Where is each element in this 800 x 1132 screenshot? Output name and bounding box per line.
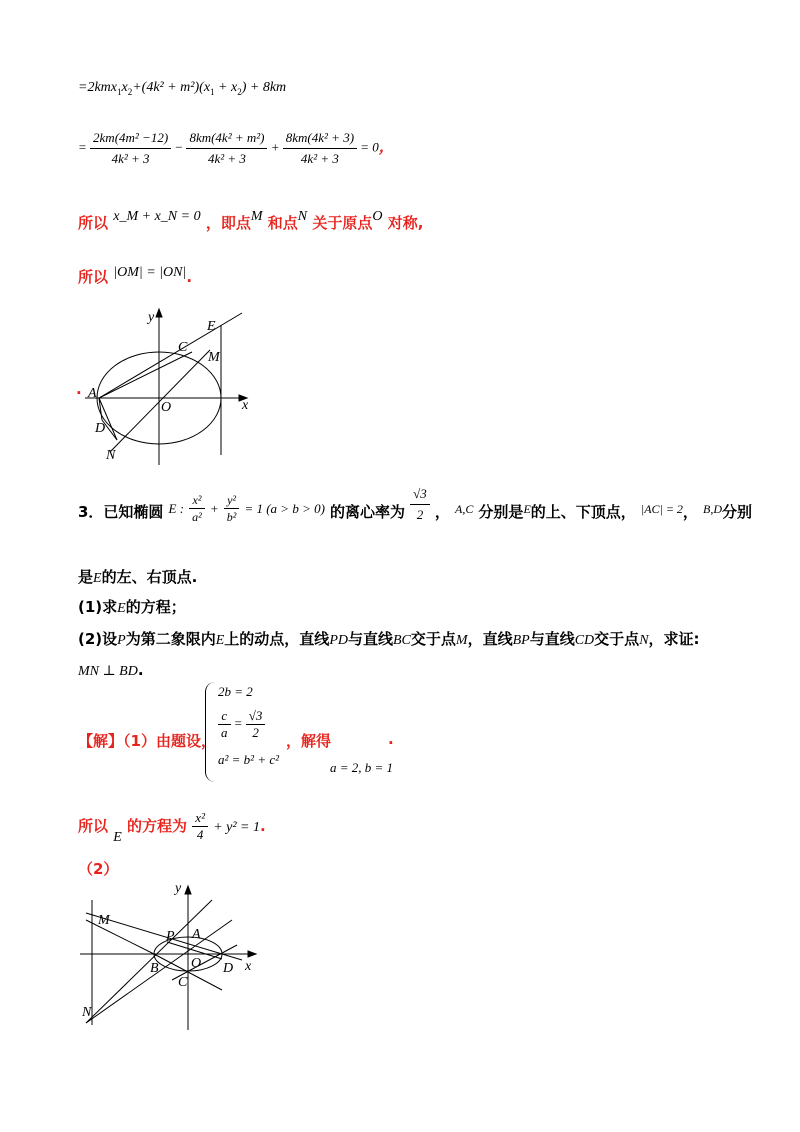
label-D: D	[95, 421, 106, 436]
label-N: N	[82, 1005, 92, 1020]
derivation-step-2: = $\frac{\text{2km(4m² −12)}}{\text{4k² + 3}}$ − $\frac{\text{8km(4k² + m²)}}{\text{4k² + 3}}$ + $\frac{\text{8km(4k² + 3)}}{\text{4k² + 3}}$ = 0，	[78, 128, 394, 169]
stray-dot: .	[76, 380, 82, 398]
label-E: E	[207, 319, 216, 334]
problem-3-statement: 3．已知椭圆 E : $\frac{\text{x²}}{\text{a²}}$ + $\frac{\text{y²}}{\text{b²}}$ = 1 (a > b > 0) 的离心率为 $\frac{√3}{2}$ ， A,C 分别是E的上、下顶点， |AC| = 2， B,D分别	[78, 486, 753, 524]
system-eq-3: a² = b² + c²	[218, 752, 280, 767]
label-y: y	[175, 881, 182, 896]
fraction-2: $\frac{\text{8km(4k² + m²)}}{\text{4k² + 3}}$	[186, 128, 267, 169]
label-C: C	[178, 975, 188, 990]
line-A-C	[99, 352, 192, 398]
question-2: (2)设P为第二象限内E上的动点，直线PD与直线BC交于点M，直线BP与直线CD交于点N，求证:	[78, 630, 700, 648]
problem-3-statement-cont: 是E的左、右顶点.	[78, 568, 198, 586]
label-O: O	[161, 400, 172, 415]
label-N: N	[106, 448, 116, 463]
label-P: P	[166, 929, 175, 944]
ellipse-figure-2	[72, 880, 262, 1030]
label-B: B	[150, 961, 159, 976]
question-2-conclusion: MN ⊥ BD.	[78, 661, 144, 679]
label-M: M	[98, 913, 110, 928]
line-MB	[86, 920, 154, 954]
label-x: x	[242, 398, 249, 413]
solve-text: ，解得	[286, 732, 332, 750]
ellipse-figure-1	[80, 305, 270, 465]
question-1: (1)求E的方程；	[78, 598, 186, 616]
label-A: A	[192, 927, 201, 942]
derivation-step-1: $=2kmx_1x_2+(4k^2 + m^2)(x_1 + x_2) + 8km$	[78, 80, 287, 97]
label-D: D	[223, 961, 234, 976]
solve-end: .	[388, 730, 394, 748]
conclusion-equal-length: 所以 |OM| = |ON|.	[78, 265, 193, 286]
label-y: y	[148, 310, 155, 325]
label-M: M	[208, 350, 220, 365]
conclusion-symmetric: 所以 x_M + x_N = 0 ，即点M 和点N 关于原点O 对称,	[78, 209, 424, 232]
part-2-label: （2）	[78, 860, 119, 878]
label-A: A	[88, 386, 97, 401]
solution-1-intro: 【解】（1）由题设，	[78, 732, 216, 750]
system-eq-1: 2b = 2	[218, 684, 253, 699]
system-eq-2: $\frac{c}{a}$ = $\frac{√3}{2}$	[218, 708, 265, 741]
solve-result: a = 2, b = 1	[330, 760, 394, 775]
label-O: O	[191, 956, 202, 971]
label-C: C	[178, 340, 188, 355]
line-N-M	[110, 350, 210, 452]
fraction-1: $\frac{\text{2km(4m² −12)}}{\text{4k² + 3}}$	[90, 128, 171, 169]
ellipse-equation-result: 所以 E 的方程为 $\frac{\text{x²}}{4}$ + y² = 1.	[78, 810, 266, 845]
fraction-3: $\frac{\text{8km(4k² + 3)}}{\text{4k² + 3}}$	[283, 128, 357, 169]
label-x: x	[245, 959, 252, 974]
